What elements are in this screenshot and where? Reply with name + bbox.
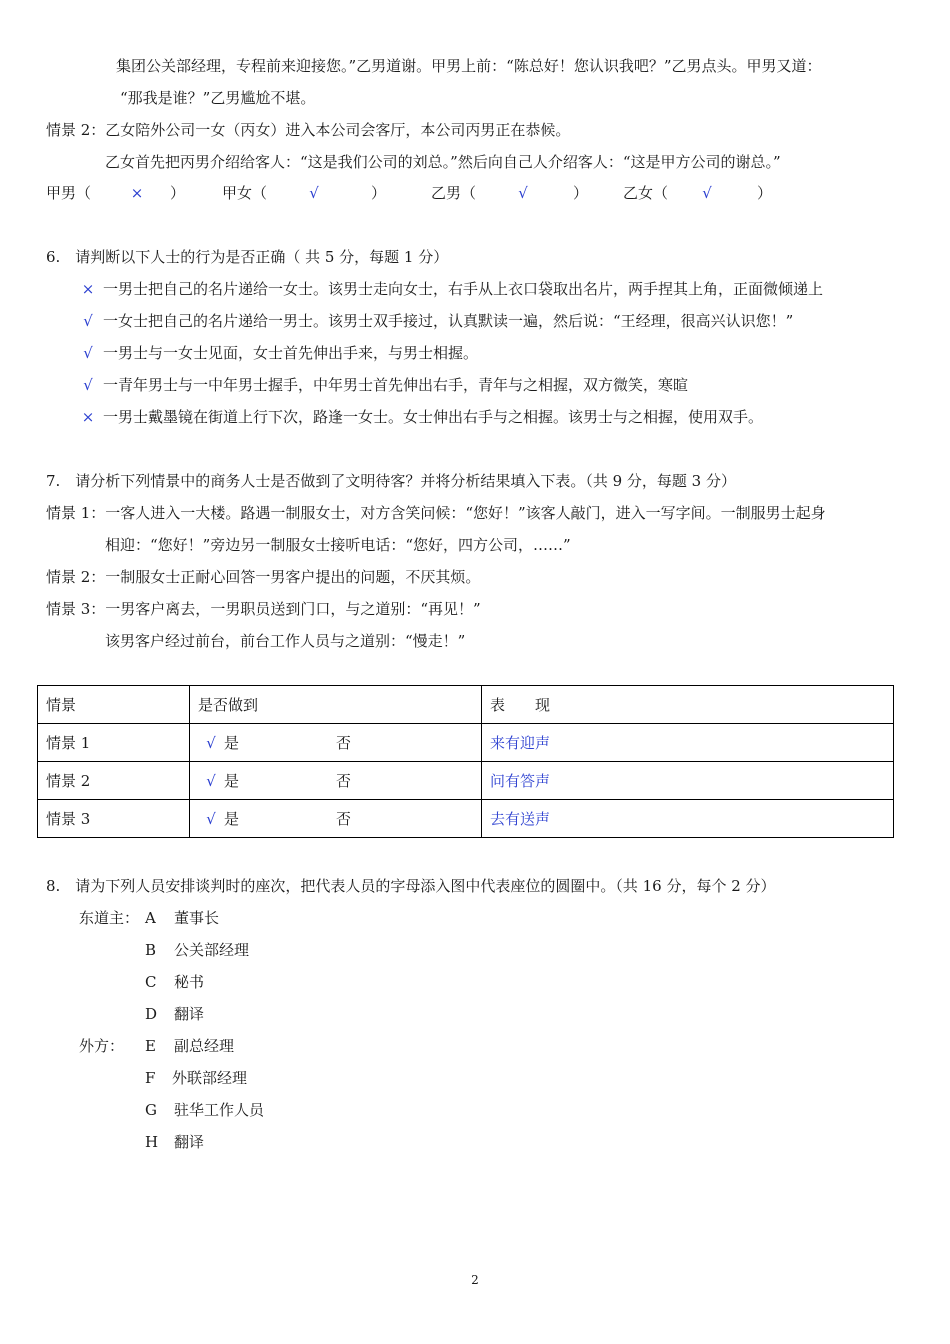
table-cell-scene: 情景 2 <box>38 762 190 800</box>
answer-close-yinan: ） <box>573 184 589 202</box>
q8-guest-label: 外方： <box>79 1037 125 1055</box>
answer-close-jianv: ） <box>371 184 387 202</box>
check-mark: √ <box>206 810 216 828</box>
q8-guest-role-e: 副总经理 <box>174 1037 235 1055</box>
q8-host-role-b: 公关部经理 <box>174 941 250 959</box>
q8-host-letter-c: C <box>145 973 157 991</box>
q6-item-5-text: 一男士戴墨镜在街道上行下次，路逢一女士。女士伸出右手与之相握。该男士与之相握，使用双手。 <box>103 408 764 426</box>
q6-item-2-text: 一女士把自己的名片递给一男士。该男士双手接过，认真默读一遍，然后说：“王经理，很高兴认识您！” <box>103 312 794 330</box>
answer-mark-yinan: √ <box>518 184 528 202</box>
q6-item-3-mark: √ <box>83 344 93 362</box>
answer-mark-yinv: √ <box>702 184 712 202</box>
q8-host-label: 东道主： <box>79 909 140 927</box>
option-yes: 是 <box>224 810 240 828</box>
q6-item-1-text: 一男士把自己的名片递给一女士。该男士走向女士，右手从上衣口袋取出名片，两手捏其上角，正面微倾递上 <box>103 280 824 298</box>
q8-host-role-d: 翻译 <box>174 1005 205 1023</box>
table-cell-performance: 来有迎声 <box>482 724 894 762</box>
answer-close-yinv: ） <box>757 184 773 202</box>
q8-guest-letter-g: G <box>145 1101 157 1119</box>
q8-title: 8. 请为下列人员安排谈判时的座次，把代表人员的字母添入图中代表座位的圆圈中。（共 16 分，每个 2 分） <box>46 877 776 895</box>
answer-label-jianv: 甲女（ <box>222 184 268 202</box>
q8-guest-role-f: 外联部经理 <box>172 1069 248 1087</box>
q8-host-role-c: 秘书 <box>174 973 205 991</box>
intro-line-2: “那我是谁？”乙男尴尬不堪。 <box>120 89 316 107</box>
table-row <box>38 724 894 762</box>
table-cell-scene: 情景 3 <box>38 800 190 838</box>
q7-scene1-line2: 相迎：“您好！”旁边另一制服女士接听电话：“您好，四方公司，……” <box>105 536 571 554</box>
q8-host-role-a: 董事长 <box>174 909 220 927</box>
check-mark: √ <box>206 734 216 752</box>
table-cell-done <box>190 800 482 838</box>
answer-label-yinv: 乙女（ <box>623 184 669 202</box>
q7-scene2: 情景 2：一制服女士正耐心回答一男客户提出的问题，不厌其烦。 <box>46 568 481 586</box>
q8-guest-letter-e: E <box>145 1037 156 1055</box>
table-cell-performance: 去有送声 <box>482 800 894 838</box>
q8-host-letter-d: D <box>145 1005 158 1023</box>
answer-mark-jianan: × <box>130 184 144 202</box>
table-cell-done <box>190 762 482 800</box>
q8-host-letter-a: A <box>145 909 156 927</box>
q7-scene1-line1: 情景 1：一客人进入一大楼。路遇一制服女士，对方含笑问候：“您好！”该客人敲门，进入一写字间。一制服男士起身 <box>46 504 826 522</box>
table-row <box>38 762 894 800</box>
option-no: 否 <box>336 810 352 828</box>
q8-host-letter-b: B <box>145 941 157 959</box>
table-cell-performance: 问有答声 <box>482 762 894 800</box>
scene2-label: 情景 2：乙女陪外公司一女（丙女）进入本公司会客厅，本公司丙男正在恭候。 <box>46 121 571 139</box>
intro-line-1: 集团公关部经理，专程前来迎接您。”乙男道谢。甲男上前：“陈总好！您认识我吧？”乙男点头。甲男又道： <box>116 57 822 75</box>
option-no: 否 <box>336 772 352 790</box>
q8-guest-letter-f: F <box>145 1069 156 1087</box>
q6-title: 6. 请判断以下人士的行为是否正确（ 共 5 分，每题 1 分） <box>46 248 449 266</box>
answer-mark-jianv: √ <box>309 184 319 202</box>
q8-guest-role-g: 驻华工作人员 <box>174 1101 265 1119</box>
q8-guest-role-h: 翻译 <box>174 1133 205 1151</box>
answer-label-yinan: 乙男（ <box>431 184 477 202</box>
answer-close-jianan: ） <box>170 184 186 202</box>
table-header-done: 是否做到 <box>190 686 482 724</box>
table-row <box>38 800 894 838</box>
option-yes: 是 <box>224 772 240 790</box>
answer-label-jianan: 甲男（ <box>46 184 92 202</box>
q7-scene3-line1: 情景 3：一男客户离去，一男职员送到门口，与之道别：“再见！” <box>46 600 481 618</box>
option-yes: 是 <box>224 734 240 752</box>
q6-item-3-text: 一男士与一女士见面，女士首先伸出手来，与男士相握。 <box>103 344 479 362</box>
q7-title: 7. 请分析下列情景中的商务人士是否做到了文明待客？并将分析结果填入下表。（共 9 分，每题 3 分） <box>46 472 736 490</box>
table-cell-done <box>190 724 482 762</box>
q6-item-5-mark: × <box>81 408 95 426</box>
table-header-scene: 情景 <box>38 686 190 724</box>
q7-scene3-line2: 该男客户经过前台，前台工作人员与之道别：“慢走！” <box>105 632 466 650</box>
q6-item-4-text: 一青年男士与一中年男士握手，中年男士首先伸出右手，青年与之相握，双方微笑，寒暄 <box>103 376 689 394</box>
page-number: 2 <box>471 1273 479 1287</box>
table-header-row <box>38 686 894 724</box>
check-mark: √ <box>206 772 216 790</box>
table-cell-scene: 情景 1 <box>38 724 190 762</box>
q6-item-2-mark: √ <box>83 312 93 330</box>
scene2-text: 乙女首先把丙男介绍给客人：“这是我们公司的刘总。”然后向自己人介绍客人：“这是甲方公司的谢总。” <box>105 153 781 171</box>
option-no: 否 <box>336 734 352 752</box>
q7-answer-table <box>37 685 894 838</box>
q6-item-4-mark: √ <box>83 376 93 394</box>
table-header-performance: 表 现 <box>482 686 894 724</box>
q8-guest-letter-h: H <box>145 1133 159 1151</box>
q6-item-1-mark: × <box>81 280 95 298</box>
